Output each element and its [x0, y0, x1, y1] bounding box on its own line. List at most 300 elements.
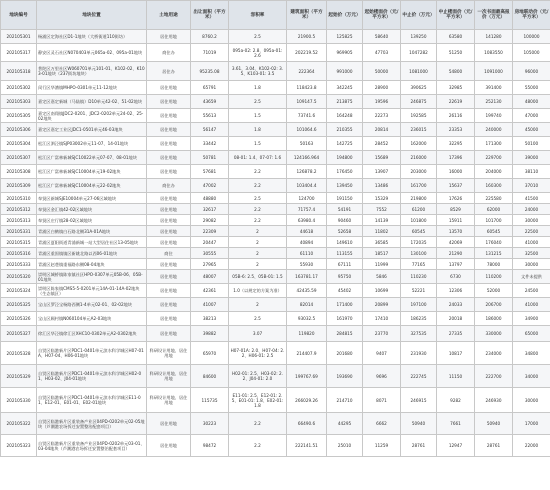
- cell-floor-area: 50163: [287, 137, 327, 151]
- cell-max-bid: 1091000: [475, 62, 513, 81]
- cell-linked-price: 50100: [513, 137, 550, 151]
- cell-cap-price: 216000: [401, 151, 437, 165]
- cell-location: 自贸区临港新片区PDC1-0401单元滨水科学城区H07-01A、H07-04、H06-01地块: [37, 342, 147, 365]
- cell-land-use: 居住用地: [147, 270, 191, 284]
- cell-start-price: 142725: [327, 137, 363, 151]
- cell-start-price: 176450: [327, 165, 363, 179]
- cell-area: 65970: [191, 342, 229, 365]
- cell-cap-price: 1081000: [401, 62, 437, 81]
- cell-location: 青浦区赵巷镇重福路东侧08-04地块: [37, 259, 147, 270]
- cell-start-unit-price: 11802: [363, 226, 401, 237]
- cell-land-use: 科研设计用地、居住用地: [147, 388, 191, 413]
- cell-cap-price: 130100: [401, 248, 437, 259]
- cell-start-price: 90460: [327, 215, 363, 226]
- cell-plot-ratio: H02-01: 2.5、H03-02: 2.2、J04-01: 2.0: [229, 365, 287, 388]
- cell-plot-ratio: 2.2: [229, 179, 287, 193]
- cell-linked-price: 38110: [513, 165, 550, 179]
- table-body: [1, 30, 550, 457]
- cell-start-price: 44295: [327, 413, 363, 435]
- cell-floor-area: 44618: [287, 226, 327, 237]
- header-floor-area: 建筑面积（平方米）: [287, 1, 327, 30]
- cell-start-unit-price: 11259: [363, 435, 401, 457]
- cell-area: 57681: [191, 165, 229, 179]
- table-row: [1, 365, 550, 388]
- cell-location: 杨浦区定海社区D1-1地块（大桥街道110街坊）: [37, 30, 147, 44]
- cell-start-price: 201680: [327, 342, 363, 365]
- table-row: [1, 95, 550, 109]
- cell-plot-ratio: 2: [229, 298, 287, 312]
- cell-area: 47002: [191, 179, 229, 193]
- cell-start-unit-price: 9407: [363, 342, 401, 365]
- cell-max-bid: 1083550: [475, 44, 513, 62]
- cell-start-unit-price: 11999: [363, 259, 401, 270]
- cell-plot-id: 202105328: [1, 342, 37, 365]
- cell-start-price: 164248: [327, 109, 363, 123]
- table-row: [1, 388, 550, 413]
- table-row: [1, 137, 550, 151]
- cell-plot-id: 202105307: [1, 151, 37, 165]
- cell-start-unit-price: 28452: [363, 137, 401, 151]
- cell-linked-price: 17000: [513, 413, 550, 435]
- cell-land-use: 居住用地: [147, 298, 191, 312]
- cell-land-use: 商住办: [147, 179, 191, 193]
- cell-land-use: 居住用地: [147, 95, 191, 109]
- cell-plot-ratio: 2: [229, 248, 287, 259]
- cell-plot-ratio: 1.5: [229, 137, 287, 151]
- cell-plot-ratio: 1.8: [229, 123, 287, 137]
- cell-start-price: 139450: [327, 179, 363, 193]
- cell-cap-price: 77165: [401, 259, 437, 270]
- cell-location: 松江区泗泾镇SJP03002单元11-07、14-01地块: [37, 137, 147, 151]
- cell-max-bid: 176040: [475, 237, 513, 248]
- table-row: [1, 81, 550, 95]
- cell-plot-id: 202105323: [1, 435, 37, 457]
- cell-land-use: 商住办: [147, 44, 191, 62]
- cell-start-price: 191150: [327, 193, 363, 204]
- cell-floor-area: 82014: [287, 298, 327, 312]
- cell-start-unit-price: 6662: [363, 413, 401, 435]
- cell-plot-ratio: 2.5: [229, 193, 287, 204]
- cell-start-price: 149610: [327, 237, 363, 248]
- cell-start-price: 45402: [327, 284, 363, 298]
- cell-plot-id: 202105327: [1, 326, 37, 342]
- cell-cap-unit-price: 9282: [437, 388, 475, 413]
- table-row: [1, 165, 550, 179]
- table-row: [1, 151, 550, 165]
- table-row: [1, 193, 550, 204]
- header-cap-unit-price: 中止楼面价（元/平方米）: [437, 1, 475, 30]
- cell-land-use: 居住用地: [147, 137, 191, 151]
- cell-max-bid: 110200: [475, 270, 513, 284]
- cell-land-use: 居住用地: [147, 215, 191, 226]
- cell-location: 嘉定区嘉定工业区JDC1-0501单元46-03地块: [37, 123, 147, 137]
- cell-max-bid: 78000: [475, 259, 513, 270]
- cell-start-unit-price: 18517: [363, 248, 401, 259]
- cell-linked-price: 34900: [513, 312, 550, 326]
- cell-start-unit-price: 28900: [363, 81, 401, 95]
- cell-linked-price: 100000: [513, 30, 550, 44]
- cell-start-price: 194800: [327, 151, 363, 165]
- cell-start-price: 342245: [327, 81, 363, 95]
- cell-cap-unit-price: 24033: [437, 298, 475, 312]
- cell-max-bid: 252130: [475, 95, 513, 109]
- cell-cap-price: 162000: [401, 137, 437, 151]
- cell-floor-area: 101064.6: [287, 123, 327, 137]
- cell-location: 崇明区陈家镇CMS5-5-0201单元14A-01-14A-02地块（生态镇区）: [37, 284, 147, 298]
- cell-cap-unit-price: 7661: [437, 413, 475, 435]
- cell-cap-price: 172035: [401, 237, 437, 248]
- table-row: [1, 109, 550, 123]
- cell-cap-unit-price: 22619: [437, 95, 475, 109]
- cell-plot-ratio: 2.2: [229, 435, 287, 457]
- cell-area: 50781: [191, 151, 229, 165]
- cell-cap-unit-price: 8529: [437, 204, 475, 215]
- cell-area: 48880: [191, 193, 229, 204]
- cell-start-price: 171400: [327, 298, 363, 312]
- cell-cap-price: 1047282: [401, 44, 437, 62]
- cell-cap-unit-price: 63580: [437, 30, 475, 44]
- cell-plot-id: 202105329: [1, 365, 37, 388]
- cell-plot-ratio: 2: [229, 226, 287, 237]
- cell-linked-price: 45000: [513, 123, 550, 137]
- cell-plot-ratio: 3.61、3.04、K102-02: 3.5、K103-01: 3.5: [229, 62, 287, 81]
- cell-plot-id: 202105325: [1, 298, 37, 312]
- cell-max-bid: 62000: [475, 204, 513, 215]
- cell-plot-ratio: 2.2: [229, 413, 287, 435]
- cell-max-bid: 240000: [475, 123, 513, 137]
- cell-floor-area: 202219.52: [287, 44, 327, 62]
- cell-land-use: 居住用地: [147, 151, 191, 165]
- cell-land-use: 居住用地: [147, 237, 191, 248]
- cell-location: 奉贤区庄行镇28-02区域地块: [37, 215, 147, 226]
- cell-cap-price: 203000: [401, 165, 437, 179]
- cell-plot-ratio: 095a-02: 2.8、095a-01: 2.6: [229, 44, 287, 62]
- cell-location: 奉贤区新城SJE10004单元27-06区域地块: [37, 193, 147, 204]
- cell-max-bid: 206700: [475, 298, 513, 312]
- cell-plot-ratio: 2.5: [229, 312, 287, 326]
- cell-linked-price: 22500: [513, 226, 550, 237]
- cell-floor-area: 63980.4: [287, 215, 327, 226]
- cell-cap-unit-price: 42069: [437, 237, 475, 248]
- cell-linked-price: 37010: [513, 179, 550, 193]
- cell-location: 徐汇区华泾镇徐汇区XHC10-0302单元A2-0302地块: [37, 326, 147, 342]
- cell-start-price: 52658: [327, 226, 363, 237]
- cell-start-unit-price: 13907: [363, 165, 401, 179]
- cell-location: 静安区灵石社区N070403单元065a-02、095a-01地块: [37, 44, 147, 62]
- cell-linked-price: 30000: [513, 388, 550, 413]
- cell-land-use: 居住用地: [147, 193, 191, 204]
- cell-max-bid: 131215: [475, 248, 513, 259]
- cell-cap-price: 52221: [401, 284, 437, 298]
- cell-start-unit-price: 17410: [363, 312, 401, 326]
- cell-floor-area: 42435.59: [287, 284, 327, 298]
- cell-start-unit-price: 5846: [363, 270, 401, 284]
- cell-location: 奉贤区金汇镇42-02区域地块: [37, 204, 147, 215]
- cell-start-price: 210355: [327, 123, 363, 137]
- table-row: [1, 270, 550, 284]
- cell-location: 松江区广富林新城SJC10004单元22-02地块: [37, 179, 147, 193]
- cell-max-bid: 60545: [475, 226, 513, 237]
- cell-plot-ratio: H07-01A: 2.0、H07-04: 2.2、H06-01: 2.5: [229, 342, 287, 365]
- table-row: [1, 312, 550, 326]
- cell-land-use: 居住用地: [147, 284, 191, 298]
- cell-max-bid: 225580: [475, 193, 513, 204]
- cell-cap-unit-price: 10817: [437, 342, 475, 365]
- cell-location: 青浦区夏阳街道青浦新城一站大型居住社区13-05地块: [37, 237, 147, 248]
- cell-cap-unit-price: 16000: [437, 165, 475, 179]
- cell-area: 39882: [191, 326, 229, 342]
- cell-start-unit-price: 15329: [363, 193, 401, 204]
- cell-plot-id: 202105309: [1, 179, 37, 193]
- table-row: [1, 44, 550, 62]
- cell-cap-unit-price: 6730: [437, 270, 475, 284]
- table-row: [1, 215, 550, 226]
- cell-start-unit-price: 58640: [363, 30, 401, 44]
- cell-area: 8760.2: [191, 30, 229, 44]
- header-area: 出让面积（平方米）: [191, 1, 229, 30]
- table-header-row: [1, 1, 550, 30]
- cell-land-use: 居住用地: [147, 165, 191, 179]
- cell-start-price: 969905: [327, 44, 363, 62]
- cell-plot-id: 202105305: [1, 109, 37, 123]
- cell-cap-price: 219800: [401, 193, 437, 204]
- cell-location: 自贸区临港新片区PDC1-0401单元滨水科学城区H02-01、H03-02、J04-01地块: [37, 365, 147, 388]
- cell-plot-ratio: 3.07: [229, 326, 287, 342]
- cell-floor-area: 124166.964: [287, 151, 327, 165]
- cell-cap-unit-price: 32985: [437, 81, 475, 95]
- cell-floor-area: 109147.5: [287, 95, 327, 109]
- cell-plot-ratio: 08-01: 1.4、07-07: 1.6: [229, 151, 287, 165]
- cell-land-use: 居住用地: [147, 30, 191, 44]
- cell-cap-unit-price: 20018: [437, 312, 475, 326]
- cell-plot-id: 202105331: [1, 226, 37, 237]
- cell-plot-ratio: E11-01: 2.5、E12-01: 2.5、E01-01: 1.8、E02-01: 1.8: [229, 388, 287, 413]
- cell-cap-unit-price: 13797: [437, 259, 475, 270]
- cell-cap-unit-price: 17396: [437, 151, 475, 165]
- table-row: [1, 62, 550, 81]
- cell-start-unit-price: 36585: [363, 237, 401, 248]
- cell-area: 29082: [191, 215, 229, 226]
- cell-area: 55613: [191, 109, 229, 123]
- cell-cap-price: 161700: [401, 179, 437, 193]
- cell-linked-price: 41000: [513, 237, 550, 248]
- cell-linked-price: 47000: [513, 109, 550, 123]
- cell-cap-unit-price: 27335: [437, 326, 475, 342]
- cell-start-unit-price: 7552: [363, 204, 401, 215]
- cell-land-use: 居住用地: [147, 81, 191, 95]
- cell-plot-id: 202105315: [1, 237, 37, 248]
- table-row: [1, 226, 550, 237]
- cell-land-use: 居住用地: [147, 259, 191, 270]
- cell-plot-id: 202105304: [1, 137, 37, 151]
- cell-start-unit-price: 22273: [363, 109, 401, 123]
- cell-floor-area: 73741.6: [287, 109, 327, 123]
- header-land-use: 土地用途: [147, 1, 191, 30]
- cell-land-use: 商住: [147, 248, 191, 259]
- cell-linked-price: 48000: [513, 95, 550, 109]
- cell-plot-id: 202105322: [1, 413, 37, 435]
- table-row: [1, 435, 550, 457]
- cell-plot-id: 202105324: [1, 284, 37, 298]
- table-row: [1, 342, 550, 365]
- cell-location: 自贸区临港新片区PDC1-0401单元滨水科学城区E11-01、E12-01、E01-01、E02-01地块: [37, 388, 147, 413]
- cell-area: 98472: [191, 435, 229, 457]
- cell-location: 闵行区华漕镇MHPO-0301单元11-12地块: [37, 81, 147, 95]
- cell-cap-price: 246915: [401, 388, 437, 413]
- cell-land-use: 居住用地: [147, 123, 191, 137]
- cell-cap-unit-price: 54800: [437, 62, 475, 81]
- cell-plot-id: 202105308: [1, 165, 37, 179]
- cell-cap-price: 101800: [401, 215, 437, 226]
- cell-area: 43659: [191, 95, 229, 109]
- cell-cap-unit-price: 15911: [437, 215, 475, 226]
- header-start-unit-price: 起始楼面价（元/平方米）: [363, 1, 401, 30]
- cell-max-bid: 222700: [475, 365, 513, 388]
- cell-start-price: 54191: [327, 204, 363, 215]
- cell-floor-area: 103404.4: [287, 179, 327, 193]
- cell-linked-price: 55000: [513, 81, 550, 95]
- cell-start-unit-price: 20899: [363, 298, 401, 312]
- cell-cap-unit-price: 12947: [437, 435, 475, 457]
- table-row: [1, 259, 550, 270]
- cell-start-price: 113155: [327, 248, 363, 259]
- cell-plot-id: 202105301: [1, 30, 37, 44]
- cell-linked-price: 32500: [513, 248, 550, 259]
- cell-plot-id: 202105320: [1, 270, 37, 284]
- cell-plot-ratio: 2.5: [229, 95, 287, 109]
- cell-cap-unit-price: 11150: [437, 365, 475, 388]
- cell-floor-area: 55930: [287, 259, 327, 270]
- cell-cap-price: 60545: [401, 226, 437, 237]
- header-location: 地块位置: [37, 1, 147, 30]
- cell-floor-area: 126878.2: [287, 165, 327, 179]
- cell-start-unit-price: 15689: [363, 151, 401, 165]
- cell-area: 27965: [191, 259, 229, 270]
- header-plot-ratio: 容积率: [229, 1, 287, 30]
- cell-max-bid: 141280: [475, 30, 513, 44]
- cell-start-unit-price: 47703: [363, 44, 401, 62]
- table-row: [1, 248, 550, 259]
- cell-linked-price: 41500: [513, 193, 550, 204]
- cell-land-use: 科研设计用地、居住用地: [147, 365, 191, 388]
- header-linked-price: 房地联动价（元/平方米）: [513, 1, 550, 30]
- cell-start-price: 193690: [327, 365, 363, 388]
- cell-start-unit-price: 13486: [363, 179, 401, 193]
- cell-cap-price: 390625: [401, 81, 437, 95]
- cell-start-price: 214710: [327, 388, 363, 413]
- cell-area: 30223: [191, 413, 229, 435]
- cell-plot-id: 202105302: [1, 81, 37, 95]
- cell-cap-price: 236015: [401, 123, 437, 137]
- table-row: [1, 298, 550, 312]
- cell-location: 嘉定区南翔镇JDC2-0201、JDC2-0202单元24-02、25-02地块: [37, 109, 147, 123]
- cell-linked-price: 22000: [513, 435, 550, 457]
- cell-plot-ratio: 2: [229, 237, 287, 248]
- table-row: [1, 326, 550, 342]
- cell-land-use: 居住用地: [147, 326, 191, 342]
- cell-start-unit-price: 19596: [363, 95, 401, 109]
- cell-plot-id: 202105330: [1, 388, 37, 413]
- cell-area: 20447: [191, 237, 229, 248]
- cell-plot-id: 202105312: [1, 204, 37, 215]
- cell-plot-id: 202105303: [1, 95, 37, 109]
- cell-linked-price: 96000: [513, 62, 550, 81]
- cell-floor-area: 222141.51: [287, 435, 327, 457]
- cell-area: 41007: [191, 298, 229, 312]
- cell-max-bid: 160300: [475, 179, 513, 193]
- cell-max-bid: 229700: [475, 151, 513, 165]
- cell-floor-area: 199767.69: [287, 365, 327, 388]
- cell-land-use: 居住用地: [147, 109, 191, 123]
- cell-cap-price: 139250: [401, 30, 437, 44]
- cell-floor-area: 40894: [287, 237, 327, 248]
- cell-land-use: 居住办: [147, 62, 191, 81]
- cell-location: 自贸区临港新片区重装备产业区04PD-0202单元03-01、03-04地块（芦潮港农场拆迁安置整治配套项目）: [37, 435, 147, 457]
- cell-location: 松江区广富林新城SJC10022单元07-07、08-01地块: [37, 151, 147, 165]
- cell-floor-area: 118423.8: [287, 81, 327, 95]
- cell-plot-id: 202105313: [1, 215, 37, 226]
- cell-max-bid: 28761: [475, 435, 513, 457]
- cell-floor-area: 66490.6: [287, 413, 327, 435]
- cell-linked-price: 65000: [513, 326, 550, 342]
- table-row: [1, 123, 550, 137]
- header-cap-price: 中止价（万元）: [401, 1, 437, 30]
- cell-start-unit-price: 9696: [363, 365, 401, 388]
- cell-location: 普陀区万里社区W060701单元101-01、K102-02、K103-01地块（237街坊地块）: [37, 62, 147, 81]
- cell-area: 84600: [191, 365, 229, 388]
- cell-land-use: 居住用地: [147, 204, 191, 215]
- cell-max-bid: 171300: [475, 137, 513, 151]
- cell-linked-price: 39000: [513, 151, 550, 165]
- cell-location: 青浦区白鹤镇白石路北侧31A-01A地块: [37, 226, 147, 237]
- cell-start-price: 161970: [327, 312, 363, 326]
- cell-plot-id: 202105310: [1, 193, 37, 204]
- cell-land-use: 居住用地: [147, 435, 191, 457]
- cell-cap-price: 110230: [401, 270, 437, 284]
- cell-area: 71019: [191, 44, 229, 62]
- cell-linked-price: 24500: [513, 284, 550, 298]
- cell-location: 宝山区罗泾宝杨路西侧1-4单元02-01、02-02地块: [37, 298, 147, 312]
- cell-cap-unit-price: 21290: [437, 248, 475, 259]
- cell-location: 松江区广富林新城SJC10004单元19-02地块: [37, 165, 147, 179]
- cell-cap-price: 50940: [401, 413, 437, 435]
- cell-start-unit-price: 23770: [363, 326, 401, 342]
- header-plot-id: 地块编号: [1, 1, 37, 30]
- cell-start-price: 991000: [327, 62, 363, 81]
- cell-start-price: 125825: [327, 30, 363, 44]
- cell-location: 崇明区城桥镇陈家镇社区HPO-0307单元05B-06、05B-01地块: [37, 270, 147, 284]
- cell-start-unit-price: 20814: [363, 123, 401, 137]
- cell-area: 95235.08: [191, 62, 229, 81]
- cell-plot-id: 202105316: [1, 248, 37, 259]
- cell-start-price: 95750: [327, 270, 363, 284]
- cell-area: 115735: [191, 388, 229, 413]
- table-row: [1, 413, 550, 435]
- cell-cap-price: 327535: [401, 326, 437, 342]
- cell-plot-id: 202105318: [1, 62, 37, 81]
- cell-cap-price: 222745: [401, 365, 437, 388]
- cell-start-price: 213875: [327, 95, 363, 109]
- cell-area: 65791: [191, 81, 229, 95]
- cell-floor-area: 124700: [287, 193, 327, 204]
- cell-linked-price: 文件未提供: [513, 270, 550, 284]
- cell-cap-price: 246875: [401, 95, 437, 109]
- cell-area: 33442: [191, 137, 229, 151]
- cell-cap-price: 186235: [401, 312, 437, 326]
- table-row: [1, 179, 550, 193]
- cell-cap-unit-price: 23353: [437, 123, 475, 137]
- cell-start-unit-price: 50000: [363, 62, 401, 81]
